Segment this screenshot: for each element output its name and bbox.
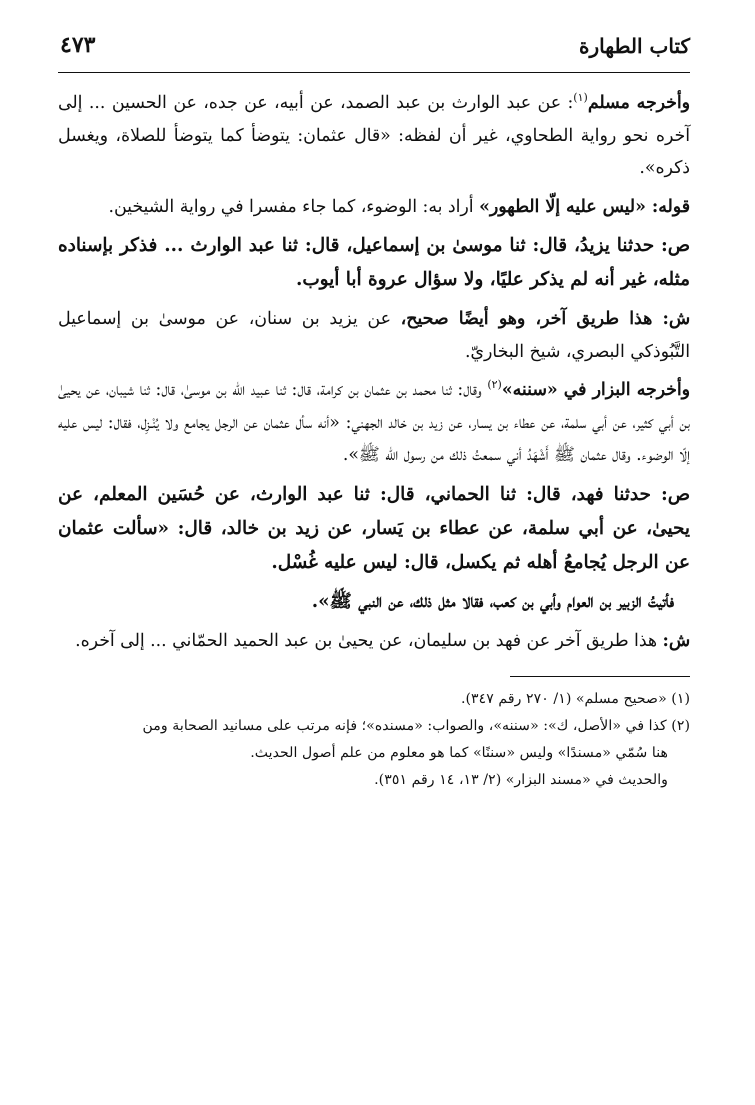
paragraph-muslim (58, 87, 690, 185)
footnote-ref: (١) (573, 91, 588, 105)
page-header (58, 26, 690, 73)
paragraph-text: فأتيتُ الزبير بن العوام وأبي بن كعب، فقالا مثل ذلك، عن النبي ﷺ». (311, 591, 674, 613)
footnote-2-continued: هنا سُمّي «مسندًا» وليس «سننًا» كما هو معلوم من علم أصول الحديث. (250, 744, 668, 761)
paragraph-text: هذا طريق آخر عن فهد بن سليمان، عن يحيىٰ بن عبد الحميد الحمّاني ... إلى آخره. (75, 631, 658, 652)
paragraph-lead: ش: هذا طريق آخر، وهو أيضًا صحيح، (400, 308, 690, 329)
paragraph-sad-fahd: ص: حدثنا فهد، قال: ثنا الحماني، قال: ثنا عبد الوارث، عن حُسَين المعلم، عن يحيىٰ، عن أبي سلمة، عن عطاء بن يَسار، عن زيد بن خالد، قال: «سألت عثمان عن الرجل يُجامعُ أهله ثم يكسل، قال: ليس عليه غُسْل. (58, 483, 690, 573)
paragraph-lead: وأخرجه البزار في «سننه» (501, 380, 691, 401)
paragraph-lead: وأخرجه مسلم (587, 93, 690, 113)
paragraph-bazzar (58, 374, 690, 472)
footnote-2: (٢) كذا في «الأصل، ك»: «سننه»، والصواب: «مسنده»؛ فإنه مرتب على مسانيد الصحابة ومن (142, 717, 690, 734)
paragraph-text: : عن عبد الوارث بن عبد الصمد، عن أبيه، عن جده، عن الحسين ... إلى آخره نحو رواية الطحاوي، غير أن لفظه: «قال عثمان: يتوضأ كما يتوضأ للصلاة، ويغسل ذكره». (58, 93, 690, 179)
paragraph-sad-yazid: ص: حدثنا يزيدُ، قال: ثنا موسىٰ بن إسماعيل، قال: ثنا عبد الوارث ... فذكر بإسناده مثله، غير أنه لم يذكر عليًا، ولا سؤال عروة أبا أيوب. (58, 235, 690, 291)
paragraph-tuhur (58, 191, 690, 224)
paragraph-text: عن يزيد بن سنان، عن موسىٰ بن إسماعيل التَّبُوذكي البصري، شيخ البخاريّ. (58, 308, 690, 362)
paragraph-text: أراد به: الوضوء، كما جاء مفسرا في رواية الشيخين. (108, 196, 474, 217)
footnotes (58, 676, 690, 794)
paragraph-lead: قوله: «ليس عليه إلّا الطهور» (479, 196, 690, 217)
footnote-1: (١) «صحيح مسلم» (١/ ٢٧٠ رقم ٣٤٧). (461, 690, 690, 707)
footnote-ref: (٢) (487, 378, 502, 392)
footnote-2-source: والحديث في «مسند البزار» (٢/ ١٣، ١٤ رقم ٣٥١). (374, 771, 668, 788)
footnote-divider (510, 676, 690, 677)
book-page (58, 26, 690, 794)
paragraph-text: وقال: ثنا محمد بن عثمان بن كرامة، قال: ثنا عبيد الله بن موسىٰ، قال: ثنا شيبان، عن يحيىٰ بن أبي كثير، عن أبي سلمة، عن عطاء بن يسار، عن زيد بن خالد الجهني: «أنه سأل عثمان عن الرجل يجامع ولا يُنْـزِل، فقال: ليس عليه إلّا الوضوء. وقال عثمان ﷺ أَشْهَدُ أني سمعتُ ذلك من رسول الله ﷺ». (58, 380, 690, 466)
book-title: كتاب الطهارة (579, 34, 690, 58)
paragraph-shin-fahd (58, 625, 690, 658)
page-body (58, 87, 690, 658)
paragraph-shin-tariq (58, 303, 690, 368)
page-number: ٤٧٣ (60, 32, 96, 58)
paragraph-zubair (58, 585, 690, 619)
paragraph-lead: ش: (662, 631, 690, 652)
